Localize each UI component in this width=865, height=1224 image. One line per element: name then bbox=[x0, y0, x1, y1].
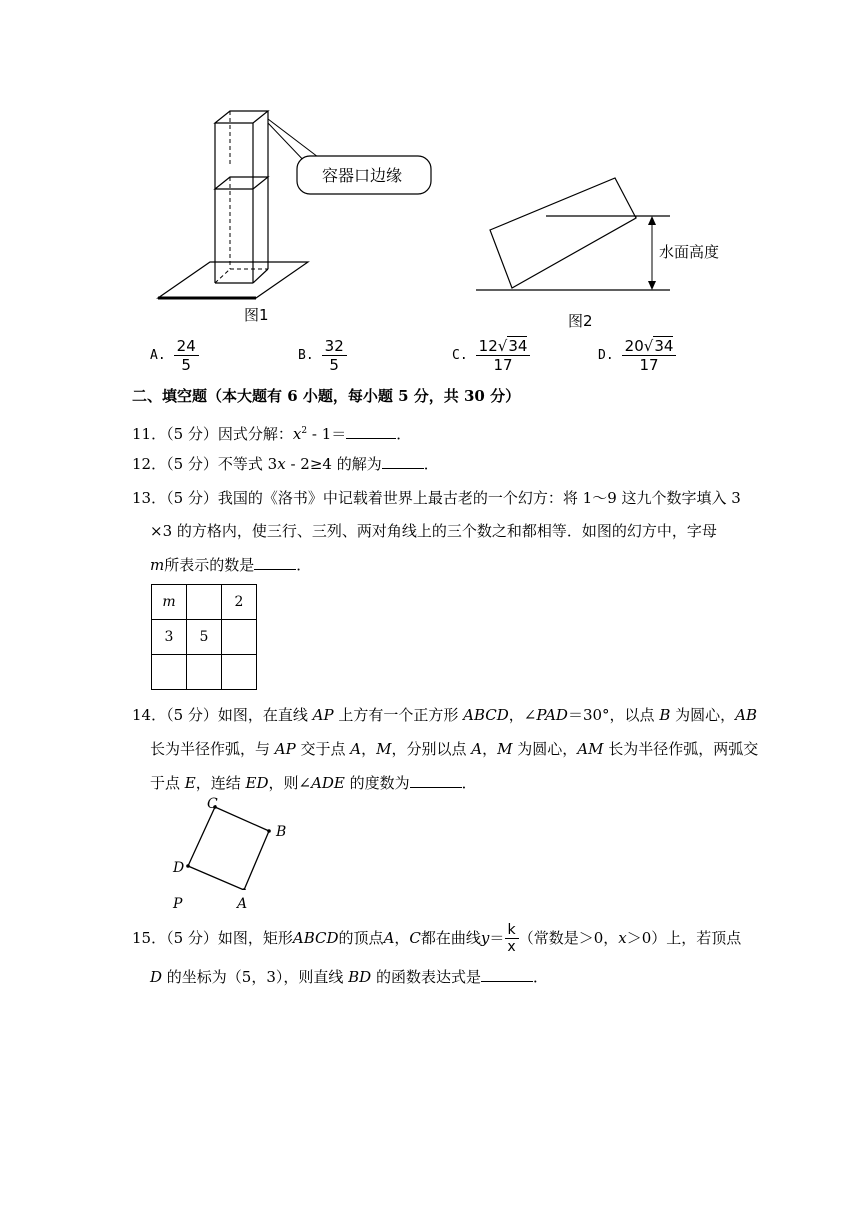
option-b-fraction: $\frac{32}{5}$ bbox=[322, 337, 347, 374]
answer-blank-15[interactable] bbox=[481, 967, 533, 982]
figure-1-caption: 图1 bbox=[244, 306, 269, 324]
question-15-line-2: D 的坐标为（5，3），则直线 BD 的函数表达式是 ． bbox=[150, 968, 549, 986]
figure-1-callout-label: 容器口边缘 bbox=[322, 166, 403, 185]
question-14-line-2: 长为半径作弧，与 AP 交于点 A，M，分别以点 A，M 为圆心，AM 长为半径作弧，两弧交 bbox=[150, 740, 759, 758]
option-a-label: A. bbox=[150, 348, 166, 363]
section-title: 二、填空题（本大题有 6 小题，每小题 5 分，共 30 分） bbox=[132, 387, 521, 405]
question-13-line-1: 13．（5 分）我国的《洛书》中记载着世界上最古老的一个幻方：将 1～9 这九个数字填入 3 bbox=[132, 489, 741, 507]
answer-blank-14[interactable] bbox=[410, 773, 462, 788]
figure-2-caption: 图2 bbox=[568, 312, 593, 330]
question-12: 12．（5 分）不等式 3x - 2≥4 的解为 ． bbox=[132, 455, 439, 473]
magic-square-cell bbox=[187, 585, 222, 620]
magic-square-cell: m bbox=[152, 585, 187, 620]
magic-square-cell bbox=[187, 655, 222, 690]
figure-label-b: B bbox=[276, 824, 287, 840]
question-15-line-1: 15．（5 分）如图，矩形 ABCD 的顶点 A ， C 都在曲线 y ＝ $\frac{k}{x}$ （常数是＞0， x ＞0）上，若顶点 bbox=[132, 921, 742, 955]
question-13-line-2: ×3 的方格内，使三行、三列、两对角线上的三个数之和都相等．如图的幻方中，字母 bbox=[150, 522, 717, 540]
magic-square-cell: 5 bbox=[187, 620, 222, 655]
option-d[interactable] bbox=[598, 337, 676, 374]
magic-square-cell bbox=[152, 655, 187, 690]
figure-2-tilted-container bbox=[470, 170, 740, 300]
option-d-label: D. bbox=[598, 348, 614, 363]
answer-blank-13[interactable] bbox=[254, 555, 296, 570]
magic-square-cell: 2 bbox=[222, 585, 257, 620]
option-b-label: B. bbox=[298, 348, 314, 363]
figure-label-d: D bbox=[173, 860, 185, 876]
figure-1-container bbox=[150, 105, 440, 327]
question-14-line-3: 于点 E，连结 ED，则∠ADE 的度数为 ． bbox=[150, 774, 477, 792]
figure-label-p: P bbox=[173, 896, 183, 912]
option-c-fraction: $\frac{12√34}{17}$ bbox=[476, 337, 531, 374]
question-13-line-3: m所表示的数是 ． bbox=[150, 556, 312, 574]
answer-blank-11[interactable] bbox=[346, 424, 396, 439]
answer-blank-12[interactable] bbox=[382, 454, 424, 469]
option-a[interactable] bbox=[150, 337, 199, 374]
option-a-fraction: $\frac{24}{5}$ bbox=[174, 337, 199, 374]
question-14-line-1: 14．（5 分）如图，在直线 AP 上方有一个正方形 ABCD，∠PAD＝30°，以点 B 为圆心，AB bbox=[132, 706, 757, 724]
option-c-label: C. bbox=[452, 348, 468, 363]
magic-square-cell: 3 bbox=[152, 620, 187, 655]
option-c[interactable] bbox=[452, 337, 530, 374]
figure-2-height-label: 水面高度 bbox=[659, 243, 720, 261]
question-11: 11．（5 分）因式分解：$x^2 - 1=$ ． bbox=[132, 425, 412, 443]
magic-square-grid bbox=[151, 584, 257, 690]
figure-label-a: A bbox=[237, 896, 248, 912]
option-d-fraction: $\frac{20√34}{17}$ bbox=[622, 337, 677, 374]
figure-label-c: C bbox=[207, 796, 218, 812]
magic-square-cell bbox=[222, 620, 257, 655]
magic-square-cell bbox=[222, 655, 257, 690]
k-over-x-fraction: $\frac{k}{x}$ bbox=[504, 922, 518, 955]
option-b[interactable] bbox=[298, 337, 347, 374]
